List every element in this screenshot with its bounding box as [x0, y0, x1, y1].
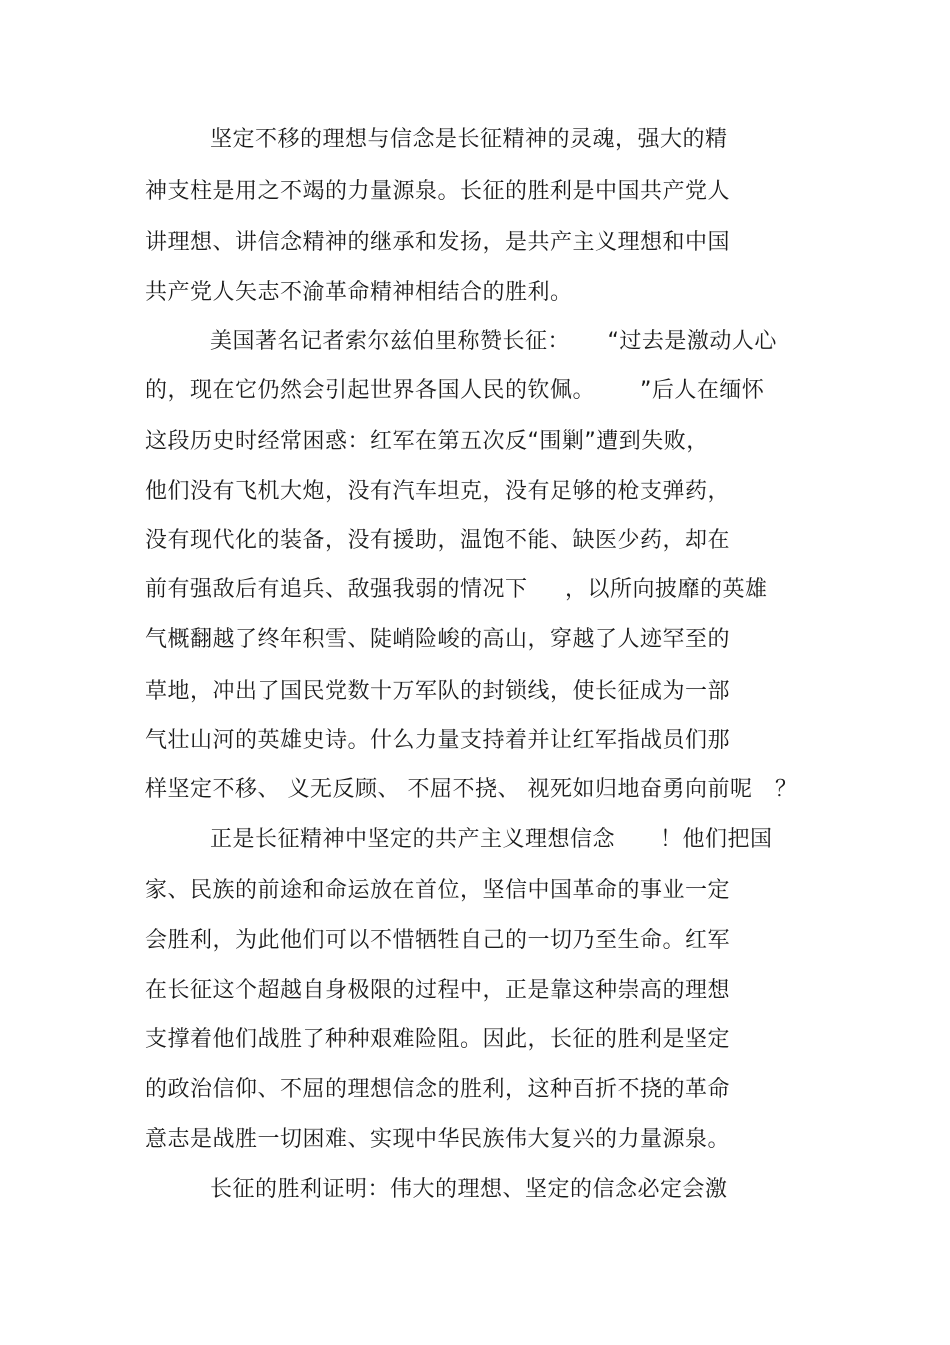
- text-line: 讲理想、讲信念精神的继承和发扬，是共产主义理想和中国: [145, 230, 731, 255]
- text-line: 坚定不移的理想与信念是长征精神的灵魂，强大的精: [210, 127, 728, 152]
- text-line: 气概翻越了终年积雪、陡峭险峻的高山，穿越了人迹罕至的: [145, 627, 731, 652]
- text-line: 的，现在它仍然会引起世界各国人民的钦佩。 ”后人在缅怀: [145, 378, 765, 403]
- text-line: 美国著名记者索尔兹伯里称赞长征： “过去是激动人心: [210, 329, 777, 354]
- text-line: 气壮山河的英雄史诗。什么力量支持着并让红军指战员们那: [145, 728, 731, 753]
- text-line: 会胜利，为此他们可以不惜牺牲自己的一切乃至生命。红军: [145, 928, 731, 953]
- text-line: 家、民族的前途和命运放在首位，坚信中国革命的事业一定: [145, 878, 731, 903]
- text-line: 神支柱是用之不竭的力量源泉。长征的胜利是中国共产党人: [145, 179, 731, 204]
- text-line: 意志是战胜一切困难、实现中华民族伟大复兴的力量源泉。: [145, 1127, 731, 1152]
- text-line: 他们没有飞机大炮，没有汽车坦克，没有足够的枪支弹药，: [145, 479, 731, 504]
- text-line: 的政治信仰、不屈的理想信念的胜利，这种百折不挠的革命: [145, 1077, 731, 1102]
- text-line: 草地，冲出了国民党数十万军队的封锁线，使长征成为一部: [145, 679, 731, 704]
- text-line: 没有现代化的装备，没有援助，温饱不能、缺医少药，却在: [145, 528, 731, 553]
- text-line: 样坚定不移、 义无反顾、 不屈不挠、 视死如归地奋勇向前呢 ？: [145, 777, 798, 802]
- text-line: 长征的胜利证明：伟大的理想、坚定的信念必定会激: [210, 1177, 728, 1202]
- text-line: 共产党人矢志不渝革命精神相结合的胜利。: [145, 280, 573, 305]
- text-line: 支撑着他们战胜了种种艰难险阻。因此，长征的胜利是坚定: [145, 1027, 731, 1052]
- text-line: 前有强敌后有追兵、敌强我弱的情况下 ，以所向披靡的英雄: [145, 577, 768, 602]
- text-line: 在长征这个超越自身极限的过程中，正是靠这种崇高的理想: [145, 978, 731, 1003]
- text-line: 正是长征精神中坚定的共产主义理想信念 ！他们把国: [210, 827, 773, 852]
- text-line: 这段历史时经常困惑：红军在第五次反“围剿”遭到失败，: [145, 429, 709, 454]
